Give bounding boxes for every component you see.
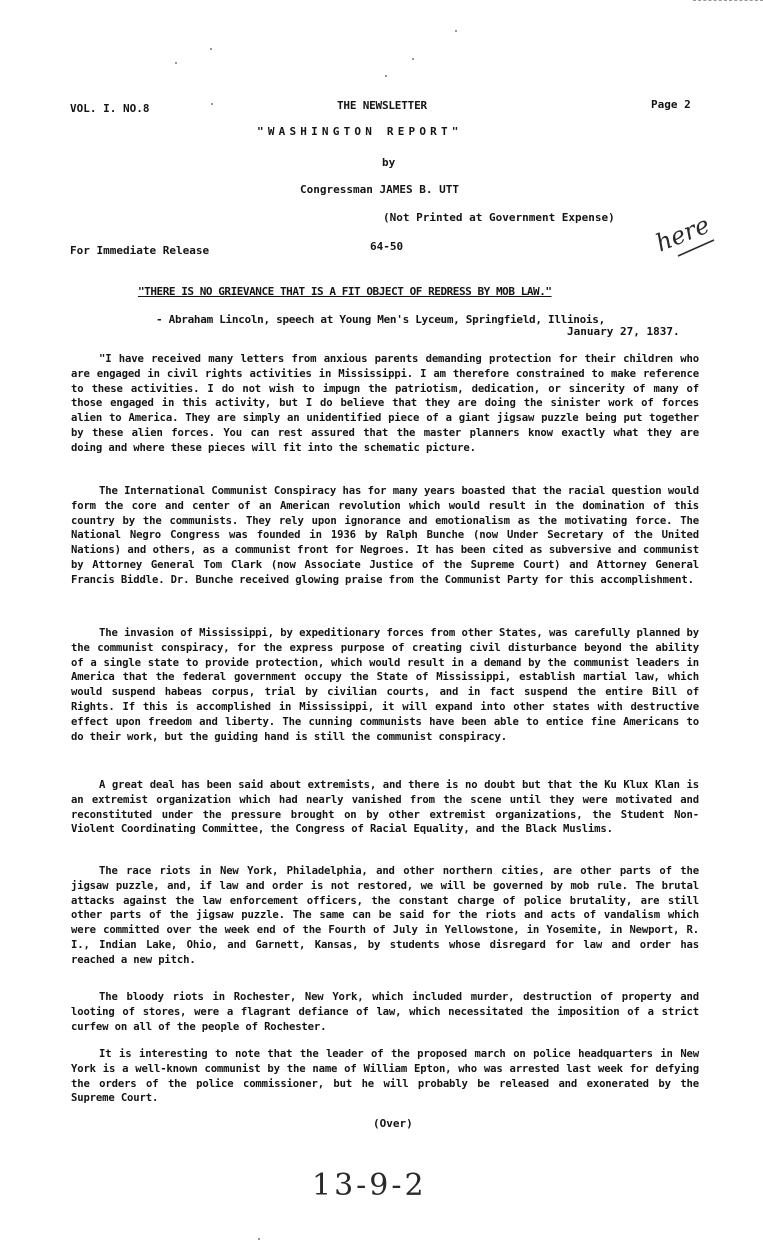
scan-speck [210, 48, 212, 50]
volume-label: VOL. I. NO.8 [70, 102, 150, 115]
handwritten-file-number: 13-9-2 [312, 1168, 427, 1203]
quote-text: "THERE IS NO GRIEVANCE THAT IS A FIT OBJECT OF REDRESS BY MOB LAW." [138, 285, 552, 298]
quote-attribution: - Abraham Lincoln, speech at Young Men's Lyceum, Springfield, Illinois, [156, 313, 605, 326]
scan-speck [455, 30, 457, 32]
body-paragraph: A great deal has been said about extremists, and there is no doubt but that the Ku Klux Klan is an extremist organization which had nearly vanished from the scene until they were motivated and reconstituted under the pressure brought on by other extremist organizations, the Student Non-Violent Coordinating Committee, the Congress of Racial Equality, and the Black Muslims. [71, 779, 699, 836]
body-paragraph: "I have received many letters from anxious parents demanding protection for their children who are engaged in civil rights activities in Mississippi. I am therefore constrained to make reference to these activities. I do not wish to impugn the patriotism, dedication, or sincerity of many of those engaged in this activity, but I do believe that they are doing the sinister work of forces alien to America. They are simply an unidentified piece of a giant jigsaw puzzle being put together by these alien forces. You can rest assured that the master planners know exactly what they are doing and where these pieces will fit into the schematic picture. [71, 353, 699, 454]
newsletter-title: THE NEWSLETTER [337, 99, 427, 112]
scan-speck [258, 1238, 260, 1240]
scan-speck [211, 103, 213, 105]
body-paragraph: It is interesting to note that the leader of the proposed march on police headquarters in New York is a well-known communist by the name of William Epton, who was arrested last week for defying the orders of the police commissioner, but he will probably be released and exonerated by the Supreme Court. [71, 1048, 699, 1105]
body-paragraph: The bloody riots in Rochester, New York, which included murder, destruction of property and looting of stores, were a flagrant defiance of law, which necessitated the imposition of a strict curfew on all of the people of Rochester. [71, 991, 699, 1033]
report-title: "WASHINGTON REPORT" [257, 125, 463, 138]
top-edge-mark [693, 0, 763, 1]
author-name: Congressman JAMES B. UTT [300, 183, 459, 196]
scan-speck [412, 58, 414, 60]
handwritten-note: here [651, 210, 714, 258]
quote-date: January 27, 1837. [567, 325, 680, 338]
body-paragraph: The invasion of Mississippi, by expeditionary forces from other States, was carefully planned by the communist conspiracy, for the express purpose of creating civil disturbance beyond the ability of a single state to provide protection, which would result in a demand by the communist leaders in America that the federal government occupy the State of Mississippi, establish martial law, which would suspend habeas corpus, trial by civilian courts, and in fact suspend the entire Bill of Rights. If this is accomplished in Mississippi, it will expand into other states with destructive effect upon freedom and liberty. The cunning communists have been able to entice fine Americans to do their work, but the guiding hand is still the communist conspiracy. [71, 627, 699, 743]
release-number: 64-50 [370, 240, 404, 253]
body-paragraph: The race riots in New York, Philadelphia, and other northern cities, are other parts of the jigsaw puzzle, and, if law and order is not restored, we will be governed by mob rule. The brutal attacks against the law enforcement officers, the constant charge of police brutality, are still other parts of the jigsaw puzzle. The same can be said for the riots and acts of vandalism which were committed over the week end of the Fourth of July in Yellowstone, in Yosemite, in Newport, R. I., Indian Lake, Ohio, and Garnett, Kansas, by students whose disregard for law and order has reached a new pitch. [71, 865, 699, 966]
byline-by: by [382, 156, 396, 169]
release-label: For Immediate Release [70, 244, 210, 257]
scan-speck [175, 62, 177, 64]
scan-speck [385, 75, 387, 77]
handwritten-stroke-icon [676, 236, 716, 260]
over-label: (Over) [373, 1117, 413, 1130]
body-paragraph: The International Communist Conspiracy has for many years boasted that the racial question would form the core and center of an American revolution which would result in the domination of this country by the communists. They rely upon ignorance and emotionalism as the motivating force. The National Negro Congress was founded in 1936 by Ralph Bunche (now Under Secretary of the United Nations) and others, as a communist front for Negroes. It has been cited as subversive and communist by Attorney General Tom Clark (now Associate Justice of the Supreme Court) and Attorney General Francis Biddle. Dr. Bunche received glowing praise from the Communist Party for this accomplishment. [71, 485, 699, 586]
expense-note: (Not Printed at Government Expense) [383, 211, 615, 224]
page-number: Page 2 [651, 98, 691, 111]
